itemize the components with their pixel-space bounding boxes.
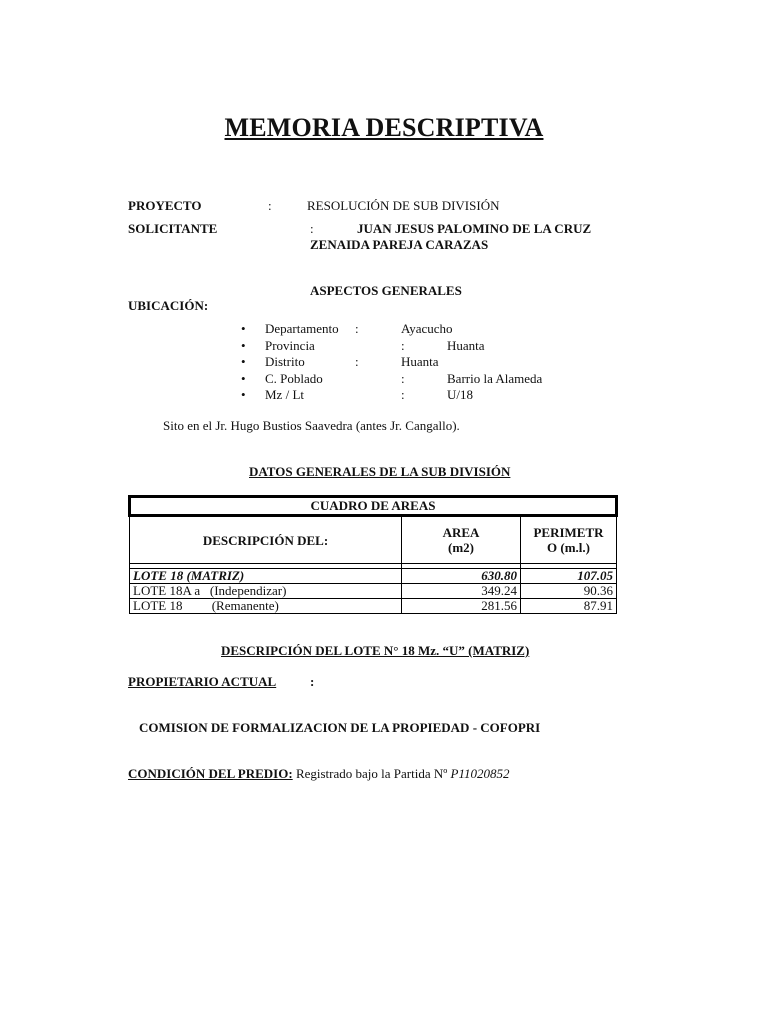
item-key: C. Poblado — [265, 370, 323, 386]
item-value: Barrio la Alameda — [447, 370, 543, 386]
cell-perimeter: 107.05 — [521, 569, 617, 584]
item-value: Huanta — [401, 354, 439, 369]
ubicacion-label: UBICACIÓN: — [128, 298, 209, 313]
condicion-label: CONDICIÓN DEL PREDIO: — [128, 766, 293, 781]
propietario-value: COMISION DE FORMALIZACION DE LA PROPIEDAD - COFOPRI — [139, 720, 541, 735]
cell-perimeter: 87.91 — [521, 599, 617, 614]
aspectos-generales-heading: ASPECTOS GENERALES — [310, 283, 462, 298]
solicitante-name-1: JUAN JESUS PALOMINO DE LA CRUZ — [357, 221, 592, 236]
table-row — [130, 599, 617, 614]
item-key: Departamento — [265, 321, 339, 336]
areas-table — [128, 495, 618, 614]
item-colon: : — [401, 387, 405, 402]
propietario-label: PROPIETARIO ACTUAL — [128, 674, 277, 689]
cell-perimeter: 90.36 — [521, 584, 617, 599]
col-header-perimeter-line-1: PERIMETR — [533, 525, 604, 540]
item-value: Ayacucho — [401, 321, 453, 336]
item-colon: : — [355, 354, 359, 369]
item-colon: : — [401, 337, 405, 353]
solicitante-colon: : — [310, 221, 314, 236]
col-header-area-line-1: AREA — [442, 525, 480, 540]
item-value: U/18 — [447, 387, 473, 402]
solicitante-name-2: ZENAIDA PAREJA CARAZAS — [310, 237, 489, 252]
cell-description: LOTE 18 (Remanente) — [130, 599, 402, 614]
proyecto-label: PROYECTO — [128, 198, 202, 213]
partida-number: P11020852 — [450, 766, 510, 781]
bullet-icon: • — [241, 354, 246, 369]
table-header-row — [130, 516, 617, 564]
cell-description: LOTE 18A a (Independizar) — [130, 584, 402, 599]
col-header-description-text: DESCRIPCIÓN DEL: — [202, 532, 329, 548]
propietario-colon: : — [310, 674, 315, 689]
col-header-perimeter-line-2: O (m.l.) — [547, 540, 590, 555]
item-key: Mz / Lt — [265, 387, 304, 402]
col-header-description — [130, 516, 402, 564]
proyecto-colon: : — [268, 198, 272, 213]
cell-description: LOTE 18 (MATRIZ) — [130, 569, 402, 584]
item-colon: : — [401, 370, 405, 386]
item-colon: : — [355, 321, 359, 336]
bullet-icon: • — [241, 387, 246, 402]
sito-text: Sito en el Jr. Hugo Bustios Saavedra (antes Jr. Cangallo). — [163, 418, 460, 433]
col-header-area-line-2: (m2) — [448, 540, 474, 555]
bullet-icon: • — [241, 337, 246, 353]
bullet-icon: • — [241, 321, 246, 336]
lote-description-heading: DESCRIPCIÓN DEL LOTE N° 18 Mz. “U” (MATRIZ) — [221, 643, 530, 658]
document-title: MEMORIA DESCRIPTIVA — [224, 113, 544, 142]
bullet-icon: • — [241, 370, 246, 386]
condicion-line — [128, 766, 510, 782]
proyecto-value: RESOLUCIÓN DE SUB DIVISIÓN — [307, 198, 500, 213]
table-row — [130, 584, 617, 599]
cell-area: 630.80 — [402, 569, 521, 584]
col-header-area — [402, 516, 521, 564]
item-value: Huanta — [447, 337, 485, 353]
cell-area: 349.24 — [402, 584, 521, 599]
table-caption: CUADRO DE AREAS — [130, 497, 617, 516]
solicitante-label: SOLICITANTE — [128, 221, 218, 236]
table-row — [130, 569, 617, 584]
item-key: Provincia — [265, 337, 315, 353]
datos-generales-heading: DATOS GENERALES DE LA SUB DIVISIÓN — [249, 464, 511, 479]
item-key: Distrito — [265, 354, 305, 369]
col-header-perimeter — [521, 516, 617, 564]
cell-area: 281.56 — [402, 599, 521, 614]
condicion-text: Registrado bajo la Partida Nº — [292, 766, 451, 781]
